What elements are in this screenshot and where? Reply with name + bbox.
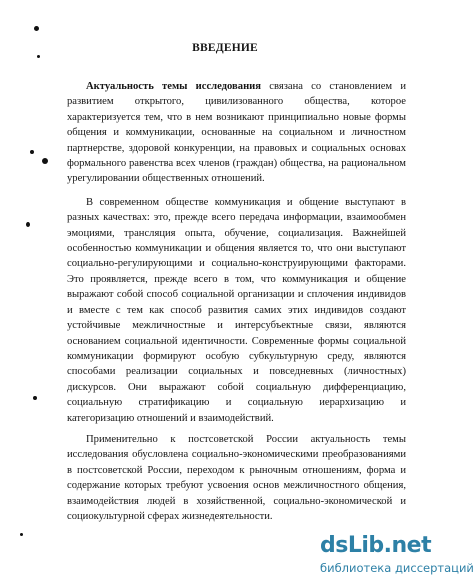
- watermark-subtitle: библиотека диссертаций: [320, 561, 474, 575]
- paragraph-1-text: связана со становлением и развитием открытого, цивилизованного общества, которое характеризуется тем, что в нем возникают принципиально новые формы общения и коммуникации, основанные на социальном и личностном партнерстве, здоровой конкуренции, на правовых и социальных основах формального равенства всех членов (граждан) общества, на рациональном урегулировании общественных отношений.: [67, 81, 407, 185]
- paragraph-2: В современном обществе коммуникация и общение выступают в разных качествах: это, прежде всего передача информации, взаимообмен эмоциями, трансляция опыта, обучение, социализация. Важнейшей особенностью коммуникации и общения является то, что они выступают социально-регулирующими и социально-конструирующими факторами. Это проявляется, прежде всего в том, что коммуникация и общение выражают собой способ социальной организации и сплочения индивидов и вместе с тем как способ развития самих этих индивидов создают устойчивые межличностные и интерсубъектные связи, являются основанием социальной идентичности. Современные формы социальной коммуникации формируют особую субкультурную среду, являются способами реализации социальных и повседневных (личностных) дискурсов. Они выражают собой социальную дифференциацию, социальную стратификацию и социальную иерархизацию и категоризацию отношений и взаимодействий.: [67, 196, 406, 424]
- document-body: [67, 79, 406, 524]
- scan-speck: [26, 222, 30, 227]
- scan-speck: [20, 533, 23, 536]
- scan-speck: [34, 26, 39, 31]
- scan-speck: [33, 396, 37, 400]
- paragraph-1-lead: Актуальность темы исследования: [86, 81, 262, 92]
- document-title: ВВЕДЕНИЕ: [192, 42, 258, 54]
- watermark-logo: dsLib.net: [320, 533, 432, 558]
- scan-speck: [37, 55, 40, 58]
- scan-speck: [30, 150, 34, 154]
- paragraph-3: Применительно к постсоветской России актуальность темы исследования обусловлена социально-экономическими преобразованиями в постсоветской России, переходом к рыночным отношениям, форма и содержание которых требуют усвоения основ межличностного общения, взаимодействия людей в хозяйственной, социально-экономической и социокультурной сферах жизнедеятельности.: [67, 433, 406, 522]
- scan-speck: [42, 158, 48, 164]
- paragraph-1: [67, 79, 406, 187]
